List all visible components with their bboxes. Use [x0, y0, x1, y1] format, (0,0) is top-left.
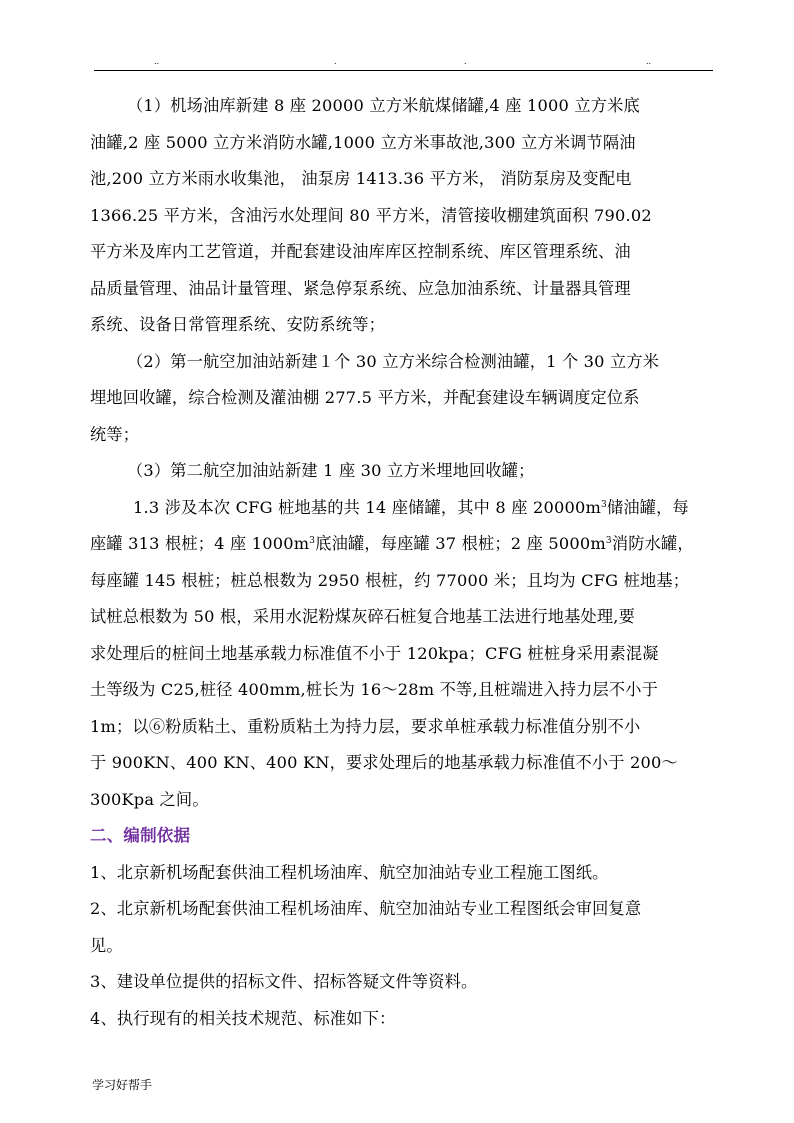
paragraph-line: 于 900KN、400 KN、400 KN，要求处理后的地基承载力标准值不小于 200～	[90, 753, 678, 772]
paragraph-line	[90, 490, 716, 527]
paragraph-line: 系统、设备日常管理系统、安防系统等；	[90, 315, 385, 334]
header-dot: ..	[154, 57, 160, 66]
list-item: 见。	[90, 935, 123, 955]
paragraph-line: 每座罐 145 根桩；桩总根数为 2950 根桩，约 77000 米；且均为 CFG 桩地基；	[90, 570, 690, 590]
paragraph-line: （1）机场油库新建 8 座 20000 立方米航煤储罐,4 座 1000 立方米底	[127, 96, 640, 115]
header-dot: ..	[646, 57, 652, 66]
footer-text: 学习好帮手	[92, 1078, 153, 1092]
list-item: 4、执行现有的相关技术规范、标准如下：	[90, 1008, 396, 1028]
list-item: 1、北京新机场配套供油工程机场油库、航空加油站专业工程施工图纸。	[90, 862, 609, 882]
section-heading: 二、编制依据	[90, 826, 191, 845]
paragraph-line: 300Kpa 之间。	[90, 789, 209, 809]
header-rule	[94, 70, 713, 71]
superscript: 3	[605, 536, 612, 546]
paragraph-line: 埋地回收罐，综合检测及灌油棚 277.5 平方米，并配套建设车辆调度定位系	[90, 388, 640, 407]
paragraph-line: 1366.25 平方米，含油污水处理间 80 平方米，清管接收棚建筑面积 790.02	[90, 205, 652, 225]
list-item: 2、北京新机场配套供油工程机场油库、航空加油站专业工程图纸会审回复意	[90, 899, 642, 918]
superscript: 3	[601, 499, 607, 510]
text-run: 底油罐，每座罐 37 根桩；2 座 5000m	[315, 534, 606, 553]
paragraph-line	[90, 526, 716, 563]
paragraph-line: 统等；	[90, 424, 140, 444]
paragraph-line: 土等级为 C25,桩径 400mm,桩长为 16～28m 不等,且桩端进入持力层不小于	[90, 680, 659, 699]
paragraph-line: 试桩总根数为 50 根，采用水泥粉煤灰碎石桩复合地基工法进行地基处理,要	[90, 607, 636, 626]
header-dots	[94, 58, 713, 68]
paragraph-line: 平方米及库内工艺管道，并配套建设油库库区控制系统、库区管理系统、油	[90, 242, 631, 261]
paragraph-line: 求处理后的桩间土地基承载力标准值不小于 120kpa；CFG 桩桩身采用素混凝	[90, 643, 659, 663]
text-run: 储油罐，每	[606, 497, 689, 517]
paragraph-line: 油罐,2 座 5000 立方米消防水罐,1000 立方米事故池,300 立方米调节隔油	[90, 132, 636, 152]
paragraph-line: 1m；以⑥粉质粘土、重粉质粘土为持力层，要求单桩承载力标准值分别不小	[90, 716, 641, 736]
paragraph-line: （3）第二航空加油站新建 1 座 30 立方米埋地回收罐；	[127, 461, 535, 480]
text-run: 消防水罐，	[611, 534, 694, 553]
header-dot: .	[334, 57, 337, 66]
header-dot: .	[464, 57, 467, 66]
paragraph-line: 品质量管理、油品计量管理、紧急停泵系统、应急加油系统、计量器具管理	[90, 278, 631, 298]
document-body	[90, 88, 716, 1037]
paragraph-line: （2）第一航空加油站新建１个 30 立方米综合检测油罐，1 个 30 立方米	[127, 351, 660, 371]
superscript: 3	[309, 536, 316, 546]
text-run: 1.3 涉及本次 CFG 桩地基的共 14 座储罐，其中 8 座 20000m	[133, 497, 601, 517]
list-item: 3、建设单位提供的招标文件、招标答疑文件等资料。	[90, 972, 478, 991]
text-run: 座罐 313 根桩；4 座 1000m	[90, 534, 310, 553]
paragraph-line: 池,200 立方米雨水收集池， 油泵房 1413.36 平方米， 消防泵房及变配电	[90, 169, 632, 188]
